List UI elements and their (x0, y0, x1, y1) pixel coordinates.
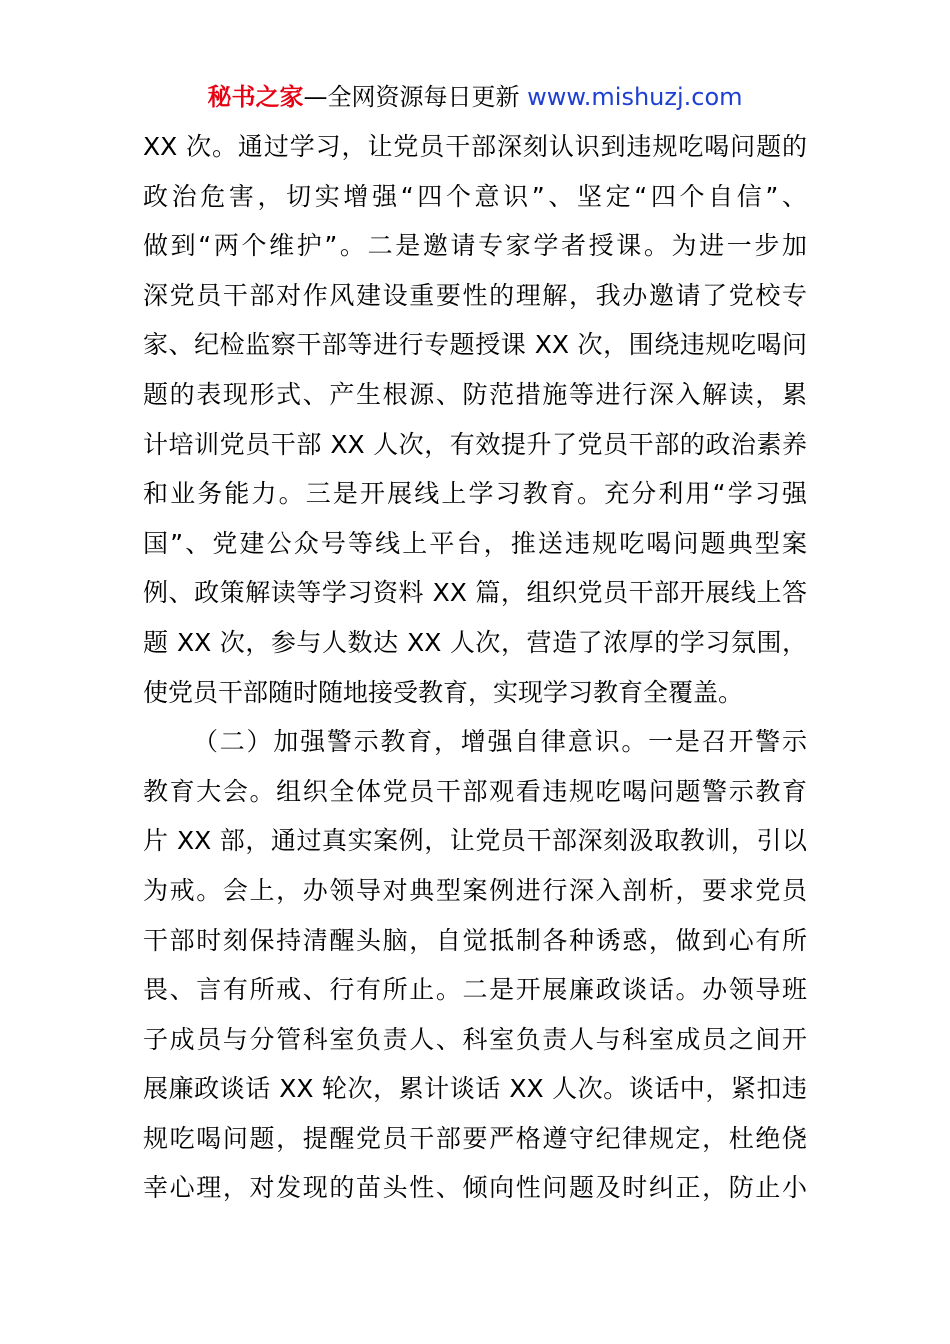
text-line: 国”、党建公众号等线上平台，推送违规吃喝问题典型案 (143, 528, 807, 558)
text-line: 干部时刻保持清醒头脑，自觉抵制各种诱惑，做到心有所 (143, 925, 807, 955)
text-line: 和业务能力。三是开展线上学习教育。充分利用“学习强 (143, 479, 807, 509)
section-heading-line: （二）加强警示教育，增强自律意识。一是召开警示 (193, 727, 807, 757)
site-url-link[interactable]: www.mishuzj.com (527, 83, 743, 111)
text-line: 为戒。会上，办领导对典型案例进行深入剖析，要求党员 (143, 875, 807, 905)
text-line: 畏、言有所戒、行有所止。二是开展廉政谈话。办领导班 (143, 975, 807, 1005)
text-line: 深党员干部对作风建设重要性的理解，我办邀请了党校专 (143, 280, 807, 310)
header-tagline: —全网资源每日更新 (303, 83, 520, 111)
text-line: 片 XX 部，通过真实案例，让党员干部深刻汲取教训，引以 (143, 826, 807, 856)
text-line: 教育大会。组织全体党员干部观看违规吃喝问题警示教育 (143, 776, 807, 806)
text-line: 做到“两个维护”。二是邀请专家学者授课。为进一步加 (143, 231, 807, 261)
text-line: 题的表现形式、产生根源、防范措施等进行深入解读，累 (143, 379, 807, 409)
brand-name: 秘书之家 (207, 83, 304, 111)
text-line: XX 次。通过学习，让党员干部深刻认识到违规吃喝问题的 (143, 132, 807, 161)
site-header (0, 80, 950, 114)
text-line: 例、政策解读等学习资料 XX 篇，组织党员干部开展线上答 (143, 578, 807, 608)
text-line: 计培训党员干部 XX 人次，有效提升了党员干部的政治素养 (143, 429, 807, 459)
text-line: 展廉政谈话 XX 轮次，累计谈话 XX 人次。谈话中，紧扣违 (143, 1074, 807, 1104)
text-line: 家、纪检监察干部等进行专题授课 XX 次，围绕违规吃喝问 (143, 330, 807, 360)
document-body (143, 122, 807, 1213)
paragraph-end-line: 使党员干部随时随地接受教育，实现学习教育全覆盖。 (143, 677, 744, 707)
text-line: 题 XX 次，参与人数达 XX 人次，营造了浓厚的学习氛围， (143, 627, 807, 657)
text-line: 子成员与分管科室负责人、科室负责人与科室成员之间开 (143, 1024, 807, 1054)
text-line: 政治危害，切实增强“四个意识”、坚定“四个自信”、 (143, 181, 807, 211)
text-line: 幸心理，对发现的苗头性、倾向性问题及时纠正，防止小 (143, 1173, 807, 1203)
text-line: 规吃喝问题，提醒党员干部要严格遵守纪律规定，杜绝侥 (143, 1123, 807, 1153)
